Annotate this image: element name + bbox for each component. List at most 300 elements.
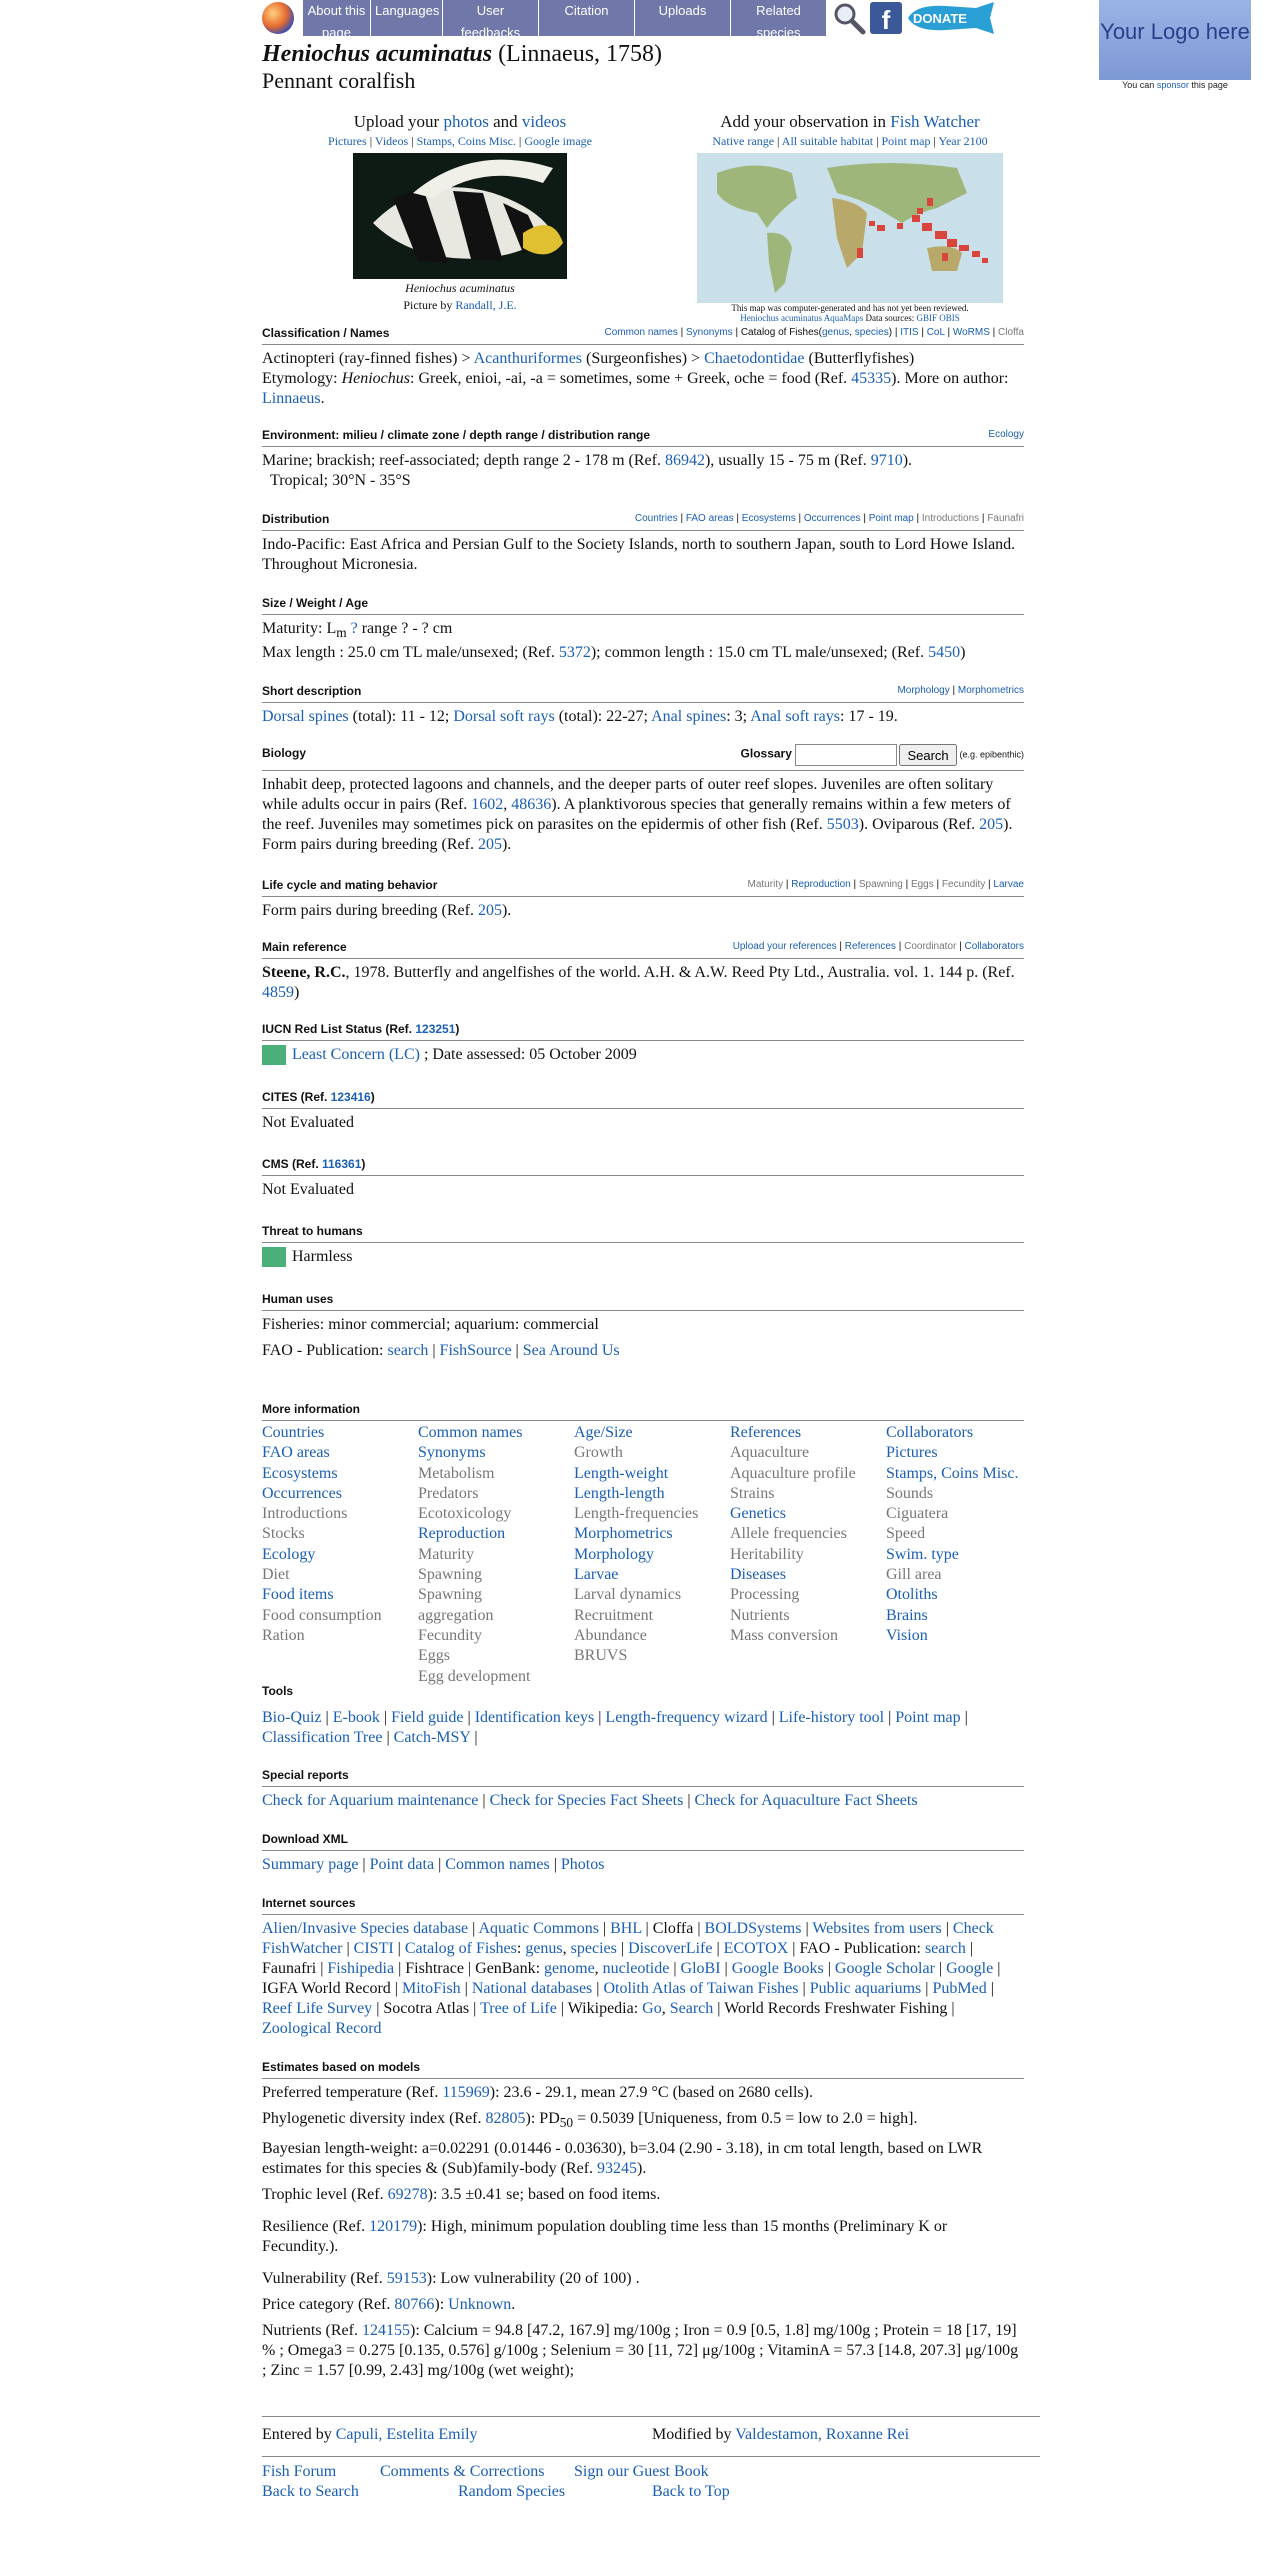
- search-icon[interactable]: [832, 1, 866, 35]
- internet-source-item[interactable]: Catalog of Fishes: [404, 1940, 517, 1957]
- synonyms-link[interactable]: Synonyms: [685, 327, 733, 338]
- sponsor-logo-placeholder[interactable]: [1099, 0, 1251, 80]
- entered-by: Entered by Capuli, Estelita Emily: [262, 2426, 478, 2443]
- page-title: [262, 40, 662, 68]
- internet-source-item[interactable]: genus: [525, 1940, 563, 1957]
- more-info-item[interactable]: Brains: [886, 1606, 928, 1624]
- biology-section: [262, 746, 1024, 855]
- ref-link[interactable]: 82805: [485, 2110, 526, 2127]
- nav-user-feedbacks[interactable]: User feedbacks: [442, 0, 538, 36]
- fish-forum-link[interactable]: Fish Forum: [262, 2463, 337, 2480]
- more-info-item[interactable]: Common names: [418, 1424, 523, 1441]
- countries-link[interactable]: Countries: [634, 513, 678, 524]
- photographer-link[interactable]: Randall, J.E.: [455, 298, 517, 312]
- price-category: Price category (Ref. 80766): Unknown.: [262, 2296, 516, 2314]
- ref-link[interactable]: 9710: [870, 452, 903, 469]
- spawning-label: Spawning: [858, 879, 903, 890]
- more-info-item[interactable]: Occurrences: [262, 1484, 342, 1502]
- more-info-item: Diet: [262, 1566, 290, 1584]
- ecosystems-link[interactable]: Ecosystems: [741, 513, 796, 524]
- section-header: Estimates based on models: [262, 2060, 1024, 2079]
- iucn-status: Least Concern (LC) ; Date assessed: 05 October 2009: [262, 1045, 1024, 1065]
- logo-note: You can sponsor this page: [1122, 80, 1228, 90]
- more-info-item[interactable]: References: [730, 1424, 802, 1441]
- tool-link[interactable]: Point map: [895, 1709, 961, 1726]
- svg-text:DONATE: DONATE: [913, 11, 967, 26]
- more-information-grid: [262, 1423, 1024, 1687]
- ref-link[interactable]: 93245: [597, 2160, 638, 2178]
- maturity-help-link[interactable]: ?: [346, 620, 358, 637]
- data-sources-link[interactable]: GBIF OBIS: [916, 313, 960, 323]
- internet-source-item[interactable]: Tree of Life: [480, 2000, 557, 2017]
- more-info-item: BRUVS: [574, 1647, 628, 1665]
- suitable-habitat-link[interactable]: All suitable habitat: [781, 134, 874, 148]
- more-info-item: Abundance: [574, 1626, 647, 1644]
- more-info-item[interactable]: Food items: [262, 1586, 334, 1604]
- species-fact-sheets-link[interactable]: Check for Species Fact Sheets: [489, 1792, 684, 1809]
- nav-related-species[interactable]: Related species: [730, 0, 826, 36]
- more-info-item[interactable]: Stamps, Coins Misc.: [886, 1464, 1019, 1482]
- larvae-link[interactable]: Larvae: [993, 879, 1024, 890]
- internet-source-item: Faunafri: [262, 1960, 317, 1977]
- modified-by-link[interactable]: Valdestamon, Roxanne Rei: [735, 2426, 910, 2443]
- internet-source-item[interactable]: Otolith Atlas of Taiwan Fishes: [603, 1980, 799, 1997]
- morphometrics-link[interactable]: Morphometrics: [957, 685, 1024, 696]
- internet-source-item: GenBank:: [475, 1960, 545, 1977]
- cites-value: Not Evaluated: [262, 1114, 354, 1131]
- footer-rule: [262, 2416, 1040, 2417]
- section-header: Environment: milieu / climate zone / depth range / distribution range Ecology: [262, 428, 1024, 447]
- internet-source-item[interactable]: CISTI: [353, 1940, 394, 1957]
- internet-source-item[interactable]: BOLDSystems: [704, 1920, 802, 1937]
- preferred-temperature: Preferred temperature (Ref. 115969): 23.6 - 29.1, mean 27.9 °C (based on 2680 cells).: [262, 2084, 813, 2101]
- photos-xml-link[interactable]: Photos: [560, 1856, 605, 1873]
- aquaculture-fact-sheets-link[interactable]: Check for Aquaculture Fact Sheets: [694, 1792, 918, 1809]
- map-panel: [680, 112, 1020, 323]
- life-cycle-section: [262, 878, 1024, 921]
- more-info-item[interactable]: Pictures: [886, 1444, 938, 1462]
- introductions-label: Introductions: [921, 513, 980, 524]
- cloffa-label: Cloffa: [998, 327, 1024, 338]
- fishsource-link[interactable]: FishSource: [439, 1342, 512, 1359]
- section-header: Internet sources: [262, 1896, 1024, 1915]
- more-information-section: [262, 1402, 1024, 1687]
- more-info-column: [730, 1423, 886, 1687]
- nutrients: Nutrients (Ref. 124155): Calcium = 94.8 [47.2, 167.9] mg/100g ; Iron = 0.9 [0.5, 1.8] mg/100g ; Protein = 18 [17, 19] % ; Omega3 = 0.275 [0.135, 0.576] g/100g ; Selenium = 30 [11, 72] μg/100g ; VitaminA = 57.3 [14.8, 207.3] μg/100g ; Zinc = 1.57 [0.99, 2.43] mg/100g (wet weight);: [262, 2322, 1019, 2380]
- more-info-item: Allele frequencies: [730, 1525, 847, 1543]
- more-info-item: Spawning: [418, 1586, 482, 1604]
- facebook-icon[interactable]: f: [870, 2, 902, 34]
- internet-source-item[interactable]: Reef Life Survey: [262, 2000, 373, 2017]
- more-info-item: Ciguatera: [886, 1505, 949, 1523]
- internet-source-item[interactable]: species: [570, 1940, 617, 1957]
- tool-link[interactable]: Classification Tree: [262, 1729, 383, 1746]
- ref-link[interactable]: 69278: [387, 2186, 428, 2204]
- internet-source-item[interactable]: Search: [669, 2000, 714, 2017]
- entered-by-link[interactable]: Capuli, Estelita Emily: [335, 2426, 478, 2443]
- glossary-label: Glossary: [740, 746, 792, 761]
- coordinator-label: Coordinator: [904, 941, 957, 952]
- threat-section: [262, 1224, 1024, 1267]
- more-info-column: [574, 1423, 730, 1687]
- more-info-item: Speed: [886, 1525, 926, 1543]
- more-info-item: Fecundity: [418, 1626, 482, 1644]
- download-xml-section: [262, 1832, 1024, 1875]
- more-info-item[interactable]: Countries: [262, 1424, 325, 1441]
- back-to-top-link[interactable]: Back to Top: [652, 2483, 730, 2500]
- tool-link[interactable]: Field guide: [391, 1709, 464, 1726]
- map-links: Native range | All suitable habitat | Point map | Year 2100: [712, 134, 988, 148]
- ref-link[interactable]: 5503: [826, 816, 859, 833]
- short-description-section: [262, 684, 1024, 727]
- upload-videos-link[interactable]: videos: [521, 112, 567, 131]
- more-info-item: Nutrients: [730, 1606, 790, 1624]
- species-author: (Linnaeus, 1758): [492, 41, 663, 67]
- tools-section: [262, 1684, 1024, 1748]
- internet-source-item[interactable]: Websites from users: [812, 1920, 942, 1937]
- section-header: Life cycle and mating behavior Maturity | Reproduction | Spawning | Eggs | Fecundity | Larvae: [262, 878, 1024, 897]
- ref-link[interactable]: 5450: [928, 644, 961, 662]
- col-link[interactable]: CoL: [926, 327, 945, 338]
- tool-link[interactable]: Catch-MSY: [393, 1729, 471, 1746]
- point-data-link[interactable]: Point data: [369, 1856, 435, 1873]
- more-info-item[interactable]: FAO areas: [262, 1444, 330, 1462]
- more-info-item[interactable]: Otoliths: [886, 1586, 938, 1604]
- sea-around-us-link[interactable]: Sea Around Us: [522, 1342, 620, 1359]
- collaborators-link[interactable]: Collaborators: [964, 941, 1024, 952]
- internet-source-item[interactable]: MitoFish: [401, 1980, 461, 1997]
- fao-areas-link[interactable]: FAO areas: [685, 513, 734, 524]
- tool-link[interactable]: E-book: [332, 1709, 380, 1726]
- sponsor-link[interactable]: sponsor: [1156, 80, 1189, 90]
- ref-link[interactable]: 123251: [415, 1022, 456, 1036]
- section-header: Main reference Upload your references | References | Coordinator | Collaborators: [262, 940, 1024, 959]
- upload-references-link[interactable]: Upload your references: [732, 941, 837, 952]
- random-species-link[interactable]: Random Species: [458, 2483, 566, 2500]
- comments-link[interactable]: Comments & Corrections: [380, 2463, 545, 2480]
- section-header: CITES (Ref. 123416): [262, 1090, 1024, 1109]
- ref-link[interactable]: 48636: [511, 796, 552, 813]
- more-info-item: Ration: [262, 1626, 305, 1644]
- videos-link[interactable]: Videos: [374, 134, 409, 148]
- eggs-label: Eggs: [910, 879, 934, 890]
- special-reports-section: [262, 1768, 1024, 1811]
- iucn-section: [262, 1022, 1024, 1065]
- environment-text: Marine; brackish; reef-associated; depth range 2 - 178 m (Ref. 86942), usually 15 - 75 m (Ref. 9710). Tropical; 30°N - 35°S: [262, 452, 913, 489]
- upload-line: Upload your photos and videos: [353, 112, 567, 131]
- more-info-item: Strains: [730, 1484, 775, 1502]
- human-uses-section: [262, 1292, 1024, 1361]
- cof-genus-link[interactable]: genus: [821, 327, 850, 338]
- aquarium-maintenance-link[interactable]: Check for Aquarium maintenance: [262, 1792, 479, 1809]
- internet-source-item: IGFA World Record: [262, 1980, 391, 1997]
- ref-link[interactable]: 1602: [471, 796, 504, 813]
- common-names-link[interactable]: Common names: [604, 327, 678, 338]
- vulnerability: Vulnerability (Ref. 59153): Low vulnerability (20 of 100) .: [262, 2270, 640, 2288]
- more-info-column: [886, 1423, 1042, 1687]
- section-header: More information: [262, 1402, 1024, 1421]
- more-info-item[interactable]: Larvae: [574, 1566, 619, 1584]
- section-header: Size / Weight / Age: [262, 596, 1024, 615]
- internet-source-item: Cloffa: [652, 1920, 694, 1937]
- internet-source-item[interactable]: Google: [946, 1960, 994, 1977]
- logo-text: Your Logo here: [1100, 19, 1250, 44]
- anal-soft-rays-link[interactable]: Anal soft rays: [750, 708, 841, 725]
- dorsal-spines-link[interactable]: Dorsal spines: [262, 708, 349, 725]
- media-panel: [300, 112, 620, 313]
- internet-source-item[interactable]: DiscoverLife: [628, 1940, 713, 1957]
- internet-source-item[interactable]: Alien/Invasive Species database: [262, 1920, 469, 1937]
- more-info-item[interactable]: Ecology: [262, 1545, 316, 1563]
- internet-source-item[interactable]: Google Scholar: [834, 1960, 935, 1977]
- trophic-level: Trophic level (Ref. 69278): 3.5 ±0.41 se; based on food items.: [262, 2186, 661, 2204]
- more-info-item[interactable]: Length-weight: [574, 1464, 669, 1482]
- scientific-name: Heniochus acuminatus: [262, 41, 493, 67]
- taxonomy-line: Actinopteri (ray-finned fishes) > Acanthuriformes (Surgeonfishes) > Chaetodontidae (Butterflyfishes) Etymology: Heniochus: Greek, enioi, -ai, -a = sometimes, some + Greek, oche = food (Ref. 45335). More on author: Linnaeus.: [262, 350, 1009, 407]
- distribution-map[interactable]: [697, 153, 1003, 303]
- more-info-item[interactable]: Vision: [886, 1626, 928, 1644]
- size-text: Maturity: $L_m$ ? range ? - ? cm Max length : 25.0 cm TL male/unsexed; (Ref. 5372); common length : 15.0 cm TL male/unsexed; (Ref. 5450): [262, 620, 966, 662]
- summary-page-link[interactable]: Summary page: [262, 1856, 359, 1873]
- google-image-link[interactable]: Google image: [524, 134, 592, 148]
- modified-by: Modified by Valdestamon, Roxanne Rei: [652, 2426, 910, 2443]
- ref-link[interactable]: 4859: [262, 984, 294, 1001]
- nav-about[interactable]: About this page: [302, 0, 370, 36]
- internet-source-item[interactable]: Fishipedia: [327, 1960, 395, 1977]
- internet-source-item[interactable]: nucleotide: [602, 1960, 670, 1977]
- internet-source-item[interactable]: PubMed: [932, 1980, 987, 1997]
- ref-link[interactable]: 205: [477, 836, 502, 853]
- more-info-item[interactable]: Length-length: [574, 1484, 665, 1502]
- ref-link[interactable]: 45335: [851, 370, 892, 387]
- fishbase-globe-logo[interactable]: [262, 2, 294, 34]
- ref-link[interactable]: 59153: [386, 2270, 427, 2288]
- tool-link[interactable]: Identification keys: [474, 1709, 595, 1726]
- more-info-item: Introductions: [262, 1505, 348, 1523]
- threat-value: Harmless: [262, 1247, 1024, 1267]
- distribution-text: Indo-Pacific: East Africa and Persian Gulf to the Society Islands, north to southern Japan, south to Lord Howe Island. Throughout Micronesia.: [262, 536, 1016, 573]
- pictures-link[interactable]: Pictures: [328, 134, 367, 148]
- price-value-link[interactable]: Unknown: [448, 2296, 512, 2314]
- section-header: Download XML: [262, 1832, 1024, 1851]
- more-info-item: Predators: [418, 1484, 479, 1502]
- native-range-link[interactable]: Native range: [712, 134, 775, 148]
- dorsal-soft-rays-link[interactable]: Dorsal soft rays: [453, 708, 555, 725]
- iucn-status-link[interactable]: Least Concern (LC): [292, 1046, 420, 1063]
- more-info-item: Heritability: [730, 1545, 804, 1563]
- size-section: [262, 596, 1024, 663]
- reproduction-link[interactable]: Reproduction: [791, 879, 851, 890]
- section-header: Short description Morphology | Morphometrics: [262, 684, 1024, 703]
- donate-button[interactable]: [906, 2, 998, 34]
- observation-line: Add your observation in Fish Watcher: [720, 112, 980, 131]
- ecology-link[interactable]: Ecology: [988, 429, 1024, 440]
- section-header: CMS (Ref. 116361): [262, 1157, 1024, 1176]
- ref-link[interactable]: 80766: [394, 2296, 435, 2314]
- threat-swatch: [262, 1247, 286, 1267]
- more-info-item: aggregation: [418, 1606, 494, 1624]
- section-header: Human uses: [262, 1292, 1024, 1311]
- internet-source-item[interactable]: BHL: [610, 1920, 642, 1937]
- more-info-item[interactable]: Swim. type: [886, 1545, 959, 1563]
- faunafri-label: Faunafri: [987, 513, 1024, 524]
- internet-source-item[interactable]: Google Books: [731, 1960, 824, 1977]
- more-info-item[interactable]: Reproduction: [418, 1525, 506, 1543]
- ref-link[interactable]: 124155: [361, 2322, 410, 2340]
- references-link[interactable]: References: [844, 941, 896, 952]
- photo-credit: Picture by Randall, J.E.: [403, 298, 517, 312]
- more-info-item: Processing: [730, 1586, 800, 1604]
- nav-languages[interactable]: Languages: [370, 0, 442, 36]
- internet-source-item[interactable]: National databases: [471, 1980, 593, 1997]
- nav-uploads[interactable]: Uploads: [634, 0, 730, 36]
- tool-link[interactable]: Length-frequency wizard: [605, 1709, 768, 1726]
- media-links: Pictures | Videos | Stamps, Coins Misc. | Google image: [328, 134, 592, 148]
- fish-watcher-link[interactable]: Fish Watcher: [890, 112, 980, 131]
- family-link[interactable]: Chaetodontidae: [704, 350, 805, 367]
- maturity-label: Maturity: [747, 879, 784, 890]
- section-header: IUCN Red List Status (Ref. 123251): [262, 1022, 1024, 1041]
- more-info-column: [262, 1423, 418, 1687]
- internet-source-item[interactable]: Public aquariums: [809, 1980, 922, 1997]
- itis-link[interactable]: ITIS: [900, 327, 919, 338]
- internet-source-item[interactable]: search: [924, 1940, 966, 1957]
- life-cycle-text: Form pairs during breeding (Ref. 205).: [262, 902, 512, 919]
- top-nav: [262, 0, 998, 40]
- classification-links: Common names | Synonyms | Catalog of Fishes(genus, species) | ITIS | CoL | WoRMS | Cloffa: [604, 327, 1024, 338]
- common-names-xml-link[interactable]: Common names: [445, 1856, 550, 1873]
- internet-source-item[interactable]: genome: [544, 1960, 595, 1977]
- glossary-example: (e.g. epibenthic): [959, 749, 1024, 760]
- section-header: Distribution Countries | FAO areas | Ecosystems | Occurrences | Point map | Introductions | Faunafri: [262, 512, 1024, 531]
- aquamaps-link[interactable]: AquaMaps: [823, 313, 864, 323]
- tool-link[interactable]: Bio-Quiz: [262, 1709, 322, 1726]
- more-info-item: Maturity: [418, 1545, 474, 1563]
- ref-link[interactable]: 205: [477, 902, 502, 919]
- map-credits: Heniochus acuminatus AquaMaps Data sources: GBIF OBIS: [740, 313, 960, 323]
- morphology-link[interactable]: Morphology: [897, 685, 950, 696]
- more-info-column: [418, 1423, 574, 1687]
- ref-link[interactable]: 5372: [558, 644, 591, 662]
- more-info-item[interactable]: Age/Size: [574, 1424, 633, 1441]
- fish-photo[interactable]: [353, 153, 567, 279]
- more-info-item: Aquaculture: [730, 1444, 810, 1462]
- more-info-item: Egg development: [418, 1667, 531, 1685]
- worms-link[interactable]: WoRMS: [952, 327, 990, 338]
- glossary-search-button[interactable]: Search: [899, 744, 956, 766]
- more-info-item[interactable]: Synonyms: [418, 1444, 486, 1462]
- human-uses-text: Fisheries: minor commercial; aquarium: commercial: [262, 1316, 599, 1333]
- more-info-item: Growth: [574, 1444, 623, 1462]
- more-info-item[interactable]: Ecosystems: [262, 1464, 338, 1482]
- more-info-item: Gill area: [886, 1566, 942, 1584]
- internet-source-item[interactable]: Aquatic Commons: [478, 1920, 599, 1937]
- more-info-item[interactable]: Collaborators: [886, 1424, 974, 1441]
- order-link[interactable]: Acanthuriformes: [473, 350, 583, 367]
- environment-section: [262, 428, 1024, 491]
- section-header: Special reports: [262, 1768, 1024, 1787]
- reports-links: Check for Aquarium maintenance | Check for Species Fact Sheets | Check for Aquaculture Fact Sheets: [262, 1792, 918, 1809]
- xml-links: Summary page | Point data | Common names | Photos: [262, 1856, 605, 1873]
- ref-link[interactable]: 86942: [664, 452, 705, 469]
- map-species-link[interactable]: Heniochus acuminatus: [740, 313, 822, 323]
- tools-links: Bio-Quiz | E-book | Field guide | Identification keys | Length-frequency wizard | Life-history tool | Point map | Classification Tree | Catch-MSY |: [262, 1709, 968, 1746]
- footer-rule: [262, 2456, 1040, 2457]
- more-info-item: Ecotoxicology: [418, 1505, 512, 1523]
- internet-source-item: Fishtrace: [405, 1960, 464, 1977]
- internet-source-item[interactable]: ECOTOX: [723, 1940, 789, 1957]
- internet-source-item[interactable]: Check FishWatcher: [262, 1920, 994, 1957]
- anal-spines-link[interactable]: Anal spines: [651, 708, 727, 725]
- internet-source-item: World Records Freshwater Fishing: [724, 2000, 948, 2017]
- section-header: Biology Glossary Search (e.g. epibenthic): [262, 746, 1024, 771]
- resilience: Resilience (Ref. 120179): High, minimum population doubling time less than 15 months (Preliminary K or Fecundity.).: [262, 2218, 948, 2256]
- point-map-link[interactable]: Point map: [881, 134, 931, 148]
- ref-link[interactable]: 115969: [442, 2084, 490, 2101]
- internet-source-item[interactable]: Go: [642, 2000, 662, 2017]
- section-header: Classification / Names Common names | Synonyms | Catalog of Fishes(genus, species) | ITIS | CoL | WoRMS | Cloffa: [262, 326, 1024, 345]
- internet-links: Alien/Invasive Species database | Aquatic Commons | BHL | Cloffa | BOLDSystems | Websites from users | Check FishWatcher | CISTI | Catalog of Fishes: genus, species | DiscoverLife | ECOTOX | FAO - Publication: search | Faunafri | Fishipedia | Fishtrace | GenBank: genome, nucleotide | GloBI | Google Books | Google Scholar | Google | IGFA World Record | MitoFish | National databases | Otolith Atlas of Taiwan Fishes | Public aquariums | PubMed | Reef Life Survey | Socotra Atlas | Tree of Life | Wikipedia: Go, Search | World Records Freshwater Fishing | Zoological Record: [262, 1920, 1001, 2037]
- more-info-item: Length-frequencies: [574, 1505, 699, 1523]
- nav-citation[interactable]: Citation: [538, 0, 634, 36]
- status-swatch: [262, 1045, 286, 1065]
- internet-source-item: FAO - Publication:: [799, 1940, 925, 1957]
- photo-caption: Heniochus acuminatus: [405, 281, 515, 295]
- more-info-item: Stocks: [262, 1525, 305, 1543]
- more-info-item[interactable]: Genetics: [730, 1505, 786, 1523]
- more-info-item[interactable]: Diseases: [730, 1566, 786, 1584]
- author-link[interactable]: Linnaeus: [262, 390, 321, 407]
- phylogenetic-diversity: Phylogenetic diversity index (Ref. 82805): $PD_{50} = 0.5039$ [Uniqueness, from 0.5 = low to 2.0 = high].: [262, 2110, 918, 2131]
- bayesian-length-weight: Bayesian length-weight: a=0.02291 (0.01446 - 0.03630), b=3.04 (2.90 - 3.18), in cm total length, based on LWR estimates for this species & (Sub)family-body (Ref. 93245).: [262, 2140, 983, 2178]
- tool-link[interactable]: Life-history tool: [778, 1709, 885, 1726]
- map-note: This map was computer-generated and has not yet been reviewed.: [731, 303, 969, 313]
- more-info-item: Sounds: [886, 1484, 934, 1502]
- ref-link[interactable]: 123416: [330, 1090, 371, 1104]
- cof-species-link[interactable]: species: [854, 327, 889, 338]
- internet-source-item: Socotra Atlas: [383, 2000, 470, 2017]
- more-info-item: Food consumption: [262, 1606, 382, 1624]
- fao-search-link[interactable]: search: [387, 1342, 429, 1359]
- year-2100-link[interactable]: Year 2100: [938, 134, 988, 148]
- more-info-item[interactable]: Morphometrics: [574, 1525, 673, 1543]
- internet-source-item[interactable]: Zoological Record: [262, 2020, 382, 2037]
- guest-book-link[interactable]: Sign our Guest Book: [574, 2463, 709, 2480]
- stamps-link[interactable]: Stamps, Coins Misc.: [416, 134, 516, 148]
- back-to-search-link[interactable]: Back to Search: [262, 2483, 359, 2500]
- internet-sources-section: [262, 1896, 1024, 2039]
- occurrences-link[interactable]: Occurrences: [803, 513, 861, 524]
- cites-section: [262, 1090, 1024, 1133]
- cms-section: [262, 1157, 1024, 1200]
- main-reference-section: [262, 940, 1024, 1003]
- upload-photos-link[interactable]: photos: [443, 112, 489, 131]
- more-info-item: Metabolism: [418, 1464, 495, 1482]
- ref-link[interactable]: 205: [979, 816, 1004, 833]
- more-info-item[interactable]: Morphology: [574, 1545, 654, 1563]
- ref-link[interactable]: 116361: [322, 1157, 362, 1171]
- internet-source-item[interactable]: GloBI: [680, 1960, 721, 1977]
- glossary-input[interactable]: [795, 744, 897, 766]
- ref-link[interactable]: 120179: [369, 2218, 418, 2236]
- section-header: Tools: [262, 1684, 294, 1698]
- more-info-item: Larval dynamics: [574, 1586, 682, 1604]
- point-map-link[interactable]: Point map: [868, 513, 914, 524]
- more-info-item: Eggs: [418, 1647, 450, 1665]
- internet-source-item: Wikipedia:: [567, 2000, 643, 2017]
- classification-section: [262, 326, 1024, 409]
- more-info-item: Mass conversion: [730, 1626, 838, 1644]
